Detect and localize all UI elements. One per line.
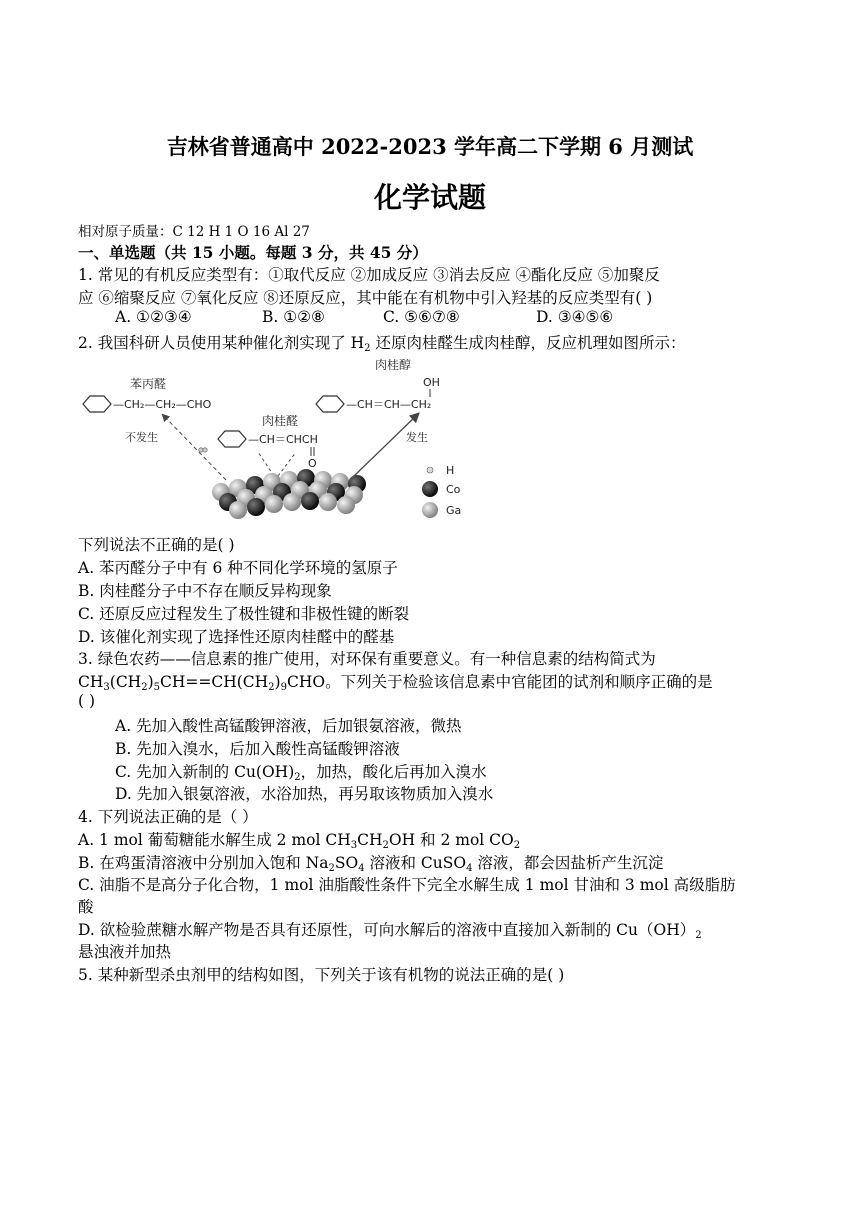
arrow-occur xyxy=(353,414,418,477)
legend-co-atom-icon xyxy=(422,481,438,497)
q2-option-d: D. 该催化剂实现了选择性还原肉桂醛中的醛基 xyxy=(78,628,395,646)
formula-cinnamaldehyde: —CH＝CHCH xyxy=(248,433,318,446)
q1-option-a: A. ①②③④ xyxy=(115,308,192,326)
label-not-occur: 不发生 xyxy=(125,431,158,444)
label-phenylpropanal: 苯丙醛 xyxy=(130,377,167,391)
atomic-masses: 相对原子质量：C 12 H 1 O 16 Al 27 xyxy=(78,224,310,240)
q1-option-c: C. ⑤⑥⑦⑧ xyxy=(383,308,460,326)
adsorption-line xyxy=(258,452,274,476)
section-heading: 一、单选题（共 15 小题。每题 3 分，共 45 分） xyxy=(78,243,428,262)
exam-subject: 化学试题 xyxy=(373,181,486,214)
benzene-ring-icon xyxy=(316,396,344,412)
label-occur: 发生 xyxy=(406,431,428,444)
q2-option-a: A. 苯丙醛分子中有 6 种不同化学环境的氢原子 xyxy=(78,559,398,577)
q4-option-c-line2: 酸 xyxy=(78,898,94,916)
oh-label: OH xyxy=(423,376,440,389)
q1-stem-line2: 应 ⑥缩聚反应 ⑦氧化反应 ⑧还原反应，其中能在有机物中引入羟基的反应类型有( ) xyxy=(78,289,653,307)
q3-option-c: C. 先加入新制的 $Cu(OH)_2$，加热，酸化后再加入溴水 xyxy=(115,763,487,783)
formula-phenylpropanal: —CH₂—CH₂—CHO xyxy=(113,398,212,411)
q2-option-c: C. 还原反应过程发生了极性键和非极性键的断裂 xyxy=(78,605,410,623)
q2-stem: 2. 我国科研人员使用某种催化剂实现了 $H_2$ 还原肉桂醛生成肉桂醇，反应机理如图所示： xyxy=(78,334,686,354)
q4-option-d-line1: D. 欲检验蔗糖水解产物是否具有还原性，可向水解后的溶液中直接加入新制的 $Cu(OH)_2$ xyxy=(78,921,702,941)
q1-option-d: D. ③④⑤⑥ xyxy=(536,308,614,326)
reaction-mechanism-diagram xyxy=(78,352,478,530)
benzene-ring-icon xyxy=(83,396,111,412)
catalyst-surface xyxy=(212,469,366,519)
formula-cinnamyl-alcohol: —CH＝CH—CH₂ xyxy=(346,398,432,411)
benzene-ring-icon xyxy=(218,431,246,447)
q4-option-a: A. 1 mol 葡萄糖能水解生成 2 mol $CH_3CH_2OH$ 和 2 mol $CO_2$ xyxy=(78,831,521,851)
label-cinnamyl-alcohol: 肉桂醇 xyxy=(375,358,412,372)
legend-h-atom-icon xyxy=(427,467,433,473)
q3-option-d: D. 先加入银氨溶液，水浴加热，再另取该物质加入溴水 xyxy=(115,785,494,803)
q4-option-c-line1: C. 油脂不是高分子化合物，1 mol 油脂酸性条件下完全水解生成 1 mol 甘油和 3 mol 高级脂肪 xyxy=(78,876,736,894)
exam-title: 吉林省普通高中 2022-2023 学年高二下学期 6 月测试 xyxy=(166,134,694,159)
legend-co: Co xyxy=(446,483,461,496)
q3-option-b: B. 先加入溴水，后加入酸性高锰酸钾溶液 xyxy=(115,740,400,758)
legend-ga-atom-icon xyxy=(422,502,438,518)
arrow-not-occur xyxy=(163,415,226,480)
q2-question: 下列说法不正确的是( ) xyxy=(78,536,235,554)
q1-stem-line1: 1. 常见的有机反应类型有：①取代反应 ②加成反应 ③消去反应 ④酯化反应 ⑤加聚反 xyxy=(78,266,660,284)
o-label: O xyxy=(308,457,317,470)
label-cinnamaldehyde: 肉桂醛 xyxy=(262,414,299,428)
q3-stem-line1: 3. 绿色农药——信息素的推广使用，对环保有重要意义。有一种信息素的结构简式为 xyxy=(78,650,656,668)
q2-option-b: B. 肉桂醛分子中不存在顺反异构现象 xyxy=(78,582,332,600)
q3-stem-line2: $CH_3(CH_2)_5CH==CH(CH_2)_9CHO$。下列关于检验该信息素中官能团的试剂和顺序正确的是 xyxy=(78,673,713,693)
q5-stem: 5. 某种新型杀虫剂甲的结构如图，下列关于该有机物的说法正确的是( ) xyxy=(78,966,565,984)
q4-stem: 4. 下列说法正确的是（ ） xyxy=(78,808,258,826)
q1-option-b: B. ①②⑧ xyxy=(262,308,325,326)
legend-h: H xyxy=(446,464,455,477)
legend-ga: Ga xyxy=(446,504,462,517)
q3-answer-paren: ( ) xyxy=(78,692,96,710)
q4-option-d-line2: 悬浊液并加热 xyxy=(78,943,172,961)
q3-option-a: A. 先加入酸性高锰酸钾溶液，后加银氨溶液，微热 xyxy=(115,717,462,735)
q4-option-b: B. 在鸡蛋清溶液中分别加入饱和 $Na_2SO_4$ 溶液和 CuSO$_4$ 溶液，都会因盐析产生沉淀 xyxy=(78,854,664,874)
